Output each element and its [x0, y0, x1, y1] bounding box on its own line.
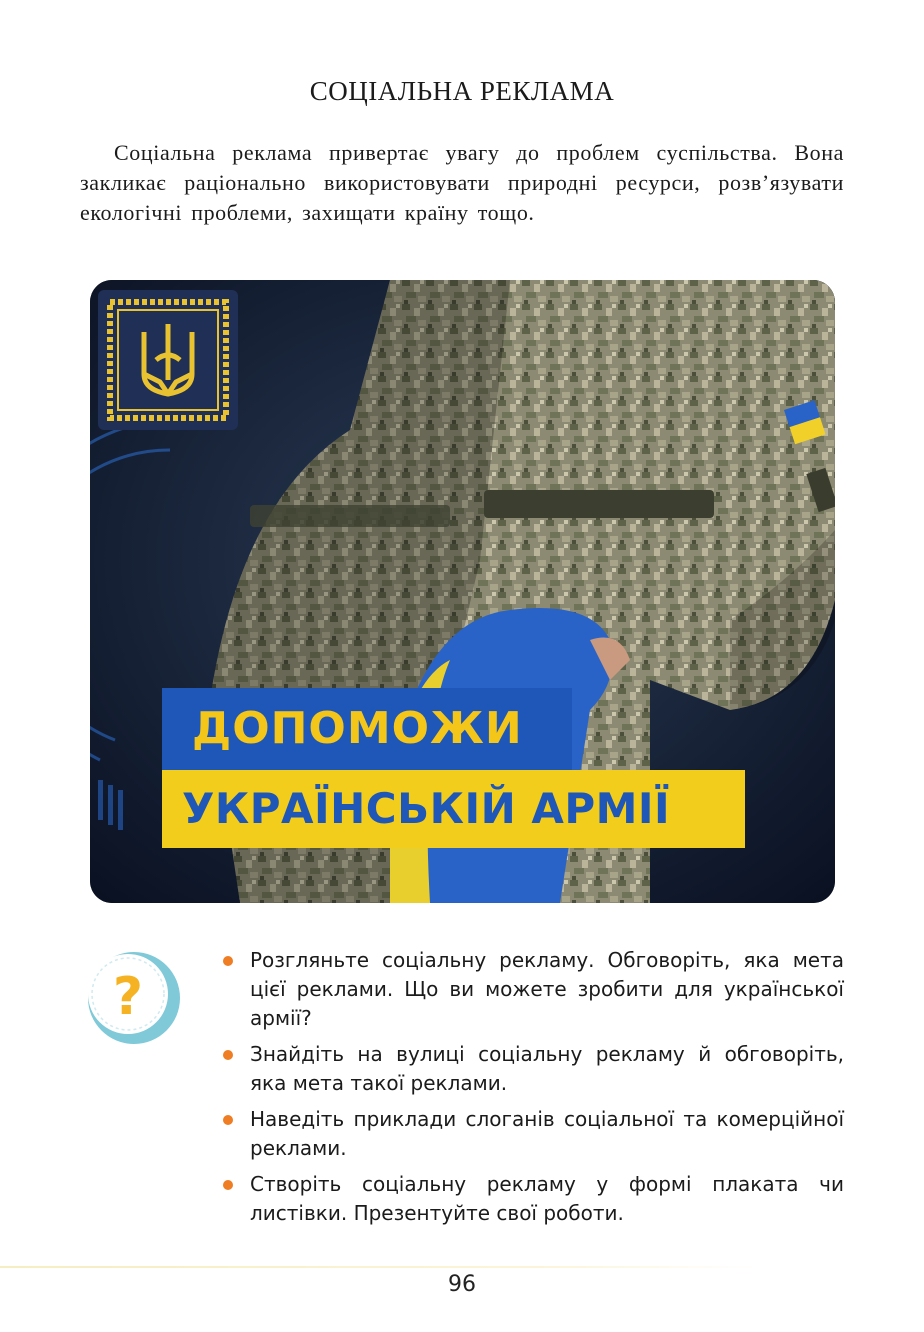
slogan-line-2: УКРАЇНСЬКІЙ АРМІЇ	[162, 770, 745, 848]
bullet-icon	[223, 1180, 233, 1190]
question-mark: ?	[112, 967, 144, 1027]
bullet-icon	[223, 1115, 233, 1125]
list-item	[220, 1105, 844, 1163]
trident-emblem-icon	[98, 290, 238, 430]
list-item	[220, 1040, 844, 1098]
list-item	[220, 1170, 844, 1228]
task-list	[220, 946, 844, 1235]
page-title: СОЦІАЛЬНА РЕКЛАМА	[309, 76, 615, 106]
list-item	[220, 946, 844, 1033]
task-text: Створіть соціальну рекламу у формі плаката чи листівки. Презентуйте свої роботи.	[250, 1172, 844, 1225]
task-text: Наведіть приклади слоганів соціальної та комерційної реклами.	[250, 1107, 844, 1160]
trident-emblem	[98, 290, 238, 430]
task-text: Розгляньте соціальну рекламу. Обговоріть, яка мета цієї реклами. Що ви можете зробити для української армії?	[250, 948, 844, 1030]
footer-divider	[0, 1266, 760, 1268]
task-text: Знайдіть на вулиці соціальну рекламу й обговоріть, яка мета такої реклами.	[250, 1042, 844, 1095]
page-number: 96	[448, 1272, 476, 1297]
social-ad-poster	[90, 280, 835, 903]
intro-paragraph: Соціальна реклама привертає увагу до проблем суспільства. Вона закликає раціонально використовувати природні ресурси, розв’язувати екологічні проблеми, захищати країну тощо.	[80, 140, 844, 225]
question-icon	[84, 948, 182, 1046]
slogan-line-1: ДОПОМОЖИ	[162, 688, 572, 770]
bullet-icon	[223, 1050, 233, 1060]
bullet-icon	[223, 956, 233, 966]
